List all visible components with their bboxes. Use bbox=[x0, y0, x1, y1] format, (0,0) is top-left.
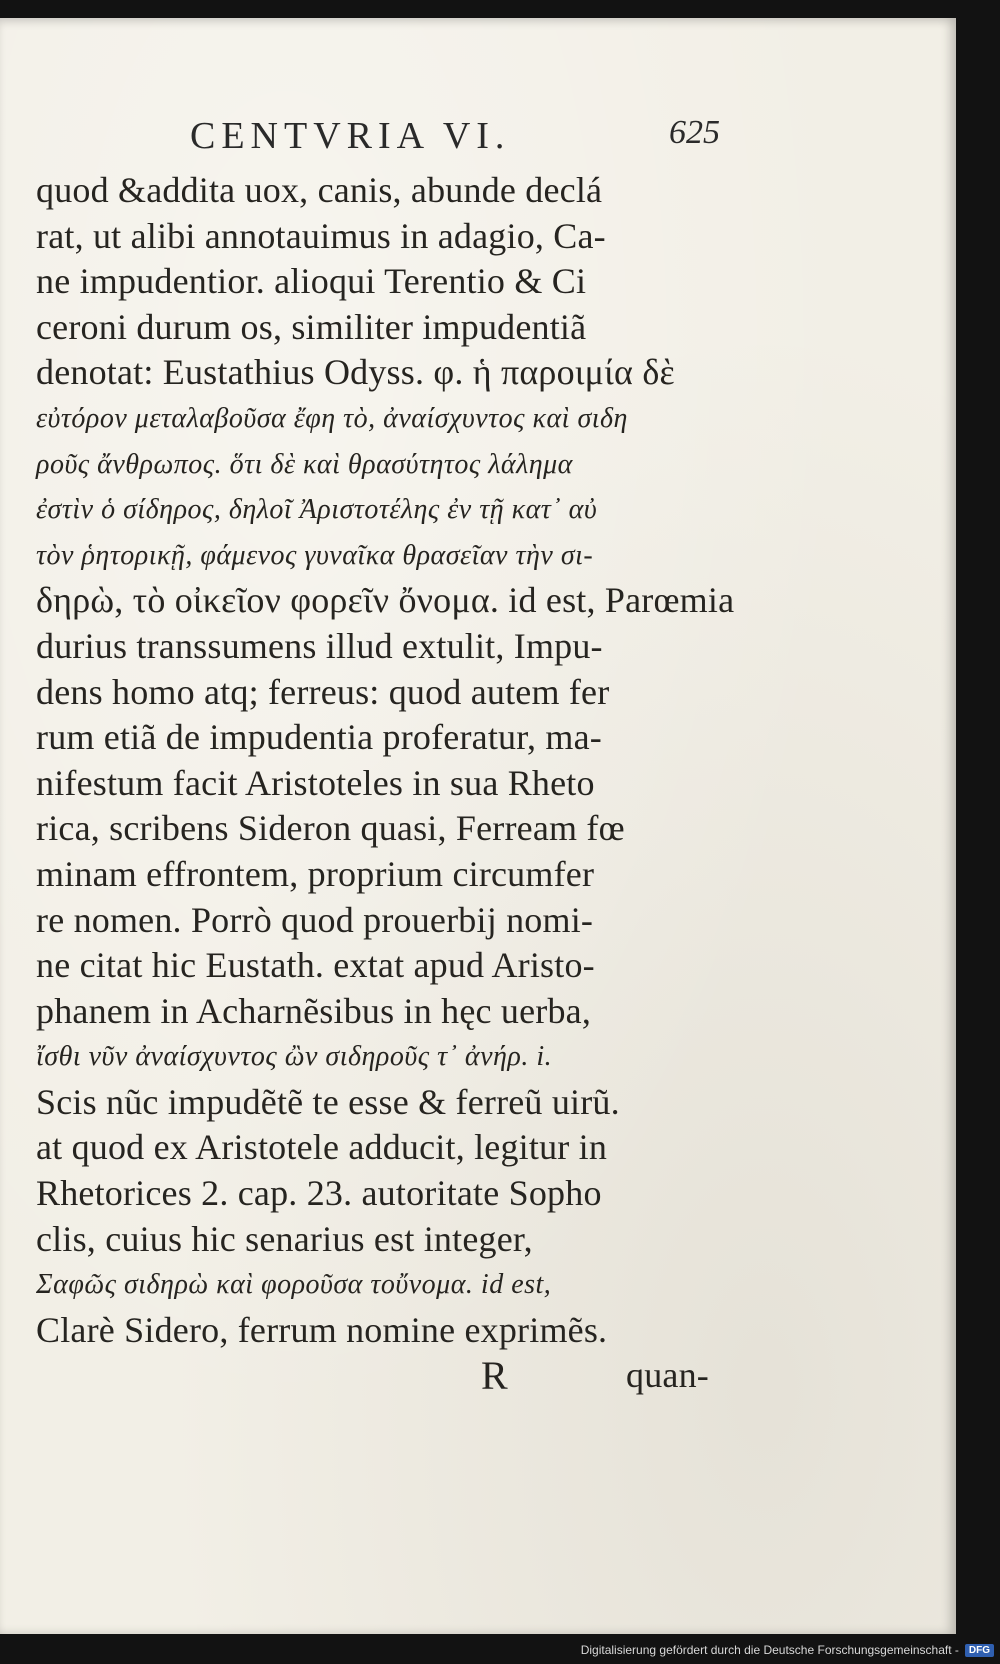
digitization-credit bbox=[581, 1638, 994, 1662]
running-title: CENTVRIA VI. bbox=[190, 115, 511, 157]
text-line: rica, scribens Sideron quasi, Ferream fœ bbox=[36, 808, 625, 849]
text-line: ne impudentior. alioqui Terentio & Ci bbox=[36, 261, 587, 302]
text-line: Scis nũc impudẽtẽ te esse & ferreũ uirũ. bbox=[36, 1081, 620, 1122]
text-line: nifestum facit Aristoteles in sua Rheto bbox=[36, 762, 595, 803]
text-line: Clarè Sidero, ferrum nomine exprimẽs. bbox=[36, 1309, 608, 1350]
text-block bbox=[36, 168, 736, 1399]
text-line: quod &addita uox, canis, abunde declá bbox=[36, 170, 603, 210]
text-line: denotat: Eustathius Odyss. φ. ἡ παροιμία δὲ bbox=[36, 352, 675, 393]
text-line: ceroni durum os, similiter impudentiã bbox=[36, 306, 587, 347]
text-line: phanem in Acharnẽsibus in hęc uerba, bbox=[36, 990, 592, 1031]
text-line: re nomen. Porrò quod prouerbij nomi- bbox=[36, 899, 594, 940]
text-line: durius transsumens illud extulit, Impu- bbox=[36, 625, 603, 666]
text-line: minam effrontem, proprium circumfer bbox=[36, 853, 595, 894]
book-page bbox=[0, 18, 956, 1634]
signature-line bbox=[36, 1353, 736, 1399]
credit-text: Digitalisierung gefördert durch die Deutsche Forschungsgemeinschaft - bbox=[580, 1643, 959, 1657]
greek-text-line: εὐτόρον μεταλαβοῦσα ἔφη τὸ, ἀναίσχυντος καὶ σιδη bbox=[36, 402, 628, 434]
page-number: 625 bbox=[669, 114, 720, 151]
text-line: clis, cuius hic senarius est integer, bbox=[36, 1218, 533, 1259]
text-line: Rhetorices 2. cap. 23. autoritate Sopho bbox=[36, 1173, 602, 1214]
greek-text-line: τὸν ῥητορικῇ, φάμενος γυναῖκα θρασεῖαν τὴν σι- bbox=[36, 539, 594, 571]
page-header bbox=[190, 102, 720, 166]
text-line: δηρὼ, τὸ οἰκεῖον φορεῖν ὄνομα. id est, Parœmia bbox=[36, 580, 735, 621]
text-line: at quod ex Aristotele adducit, legitur in bbox=[36, 1127, 608, 1168]
greek-text-line: Σαφῶς σιδηρὼ καὶ φοροῦσα τοὔνομα. id est, bbox=[36, 1269, 552, 1301]
greek-text-line: ἴσθι νῦν ἀναίσχυντος ὢν σιδηροῦς τ᾽ ἀνήρ. i. bbox=[36, 1041, 553, 1073]
signature-mark: R bbox=[481, 1353, 508, 1399]
catchword: quan- bbox=[626, 1355, 709, 1396]
greek-text-line: ροῦς ἄνθρωπος. ὅτι δὲ καὶ θρασύτητος λάλημα bbox=[36, 448, 573, 480]
dfg-logo-icon: DFG bbox=[965, 1644, 994, 1657]
greek-text-line: ἐστὶν ὁ σίδηρος, δηλοῖ Ἀριστοτέλης ἐν τῇ κατ᾽ αὐ bbox=[36, 494, 598, 526]
text-line: dens homo atq; ferreus: quod autem fer bbox=[36, 671, 610, 712]
text-line: rat, ut alibi annotauimus in adagio, Ca- bbox=[36, 215, 606, 256]
text-line: rum etiã de impudentia proferatur, ma- bbox=[36, 717, 602, 758]
text-line: ne citat hic Eustath. extat apud Aristo- bbox=[36, 945, 595, 986]
